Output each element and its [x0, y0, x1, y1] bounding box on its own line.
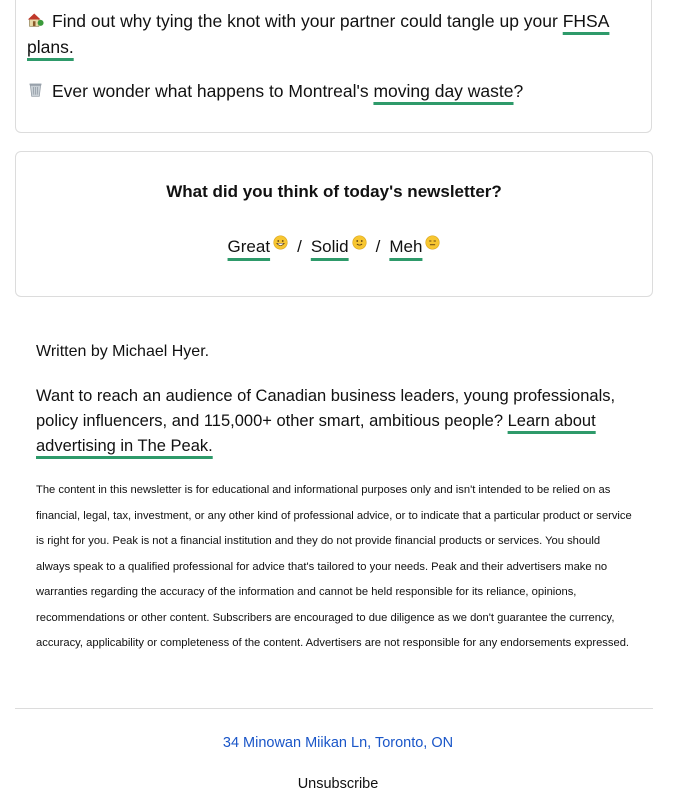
fhsa-plans-link[interactable]: FHSA plans.	[27, 11, 610, 57]
item-text: Find out why tying the knot with your partner could tangle up your	[52, 11, 563, 31]
feedback-options	[16, 234, 652, 260]
advertising-paragraph	[36, 384, 626, 459]
footer-divider	[15, 708, 653, 709]
feedback-solid-label: Solid	[310, 237, 349, 256]
feedback-meh-label: Meh	[389, 237, 423, 256]
list-item	[27, 8, 631, 60]
expressionless-face-icon	[425, 235, 440, 250]
top-story-card	[15, 0, 652, 133]
feedback-great-link[interactable]	[228, 237, 289, 256]
house-icon	[27, 11, 44, 28]
address-link[interactable]: 34 Minowan Miikan Ln, Toronto, ON	[222, 735, 454, 751]
unsubscribe-link[interactable]: Unsubscribe	[297, 776, 379, 792]
grinning-face-icon	[273, 235, 288, 250]
feedback-solid-link[interactable]	[311, 237, 367, 256]
list-item	[27, 78, 631, 104]
advertising-link[interactable]: Learn about advertising in The Peak.	[36, 412, 596, 455]
advertising-text: Want to reach an audience of Canadian business leaders, young professionals, policy influencers, and 115,000+ other smart, ambitious people?	[36, 387, 616, 430]
item-text: Ever wonder what happens to Montreal's	[52, 81, 374, 101]
disclaimer-text: The content in this newsletter is for educational and informational purposes only and isn't intended to be relied on as financial, legal, tax, investment, or any other kind of professional advice, or to indicate that a particular product or service is right for you. Peak is not a financial institution and they do not provide financial products or services. You should always speak to a qualified professional for advice that's tailored to your needs. Peak and their advertisers make no warranties regarding the accuracy of the information and cannot be held responsible for its reliance, opinions, recommendations or other content. Subscribers are encouraged to due diligence as we don't guarantee the currency, accuracy, applicability or completeness of the content. Advertisers are not responsible for any endorsements expressed.	[36, 484, 632, 649]
author-credit: Written by Michael Hyer.	[36, 343, 210, 360]
feedback-card	[15, 151, 653, 297]
slightly-smiling-face-icon	[352, 235, 367, 250]
separator: /	[297, 237, 302, 256]
feedback-meh-link[interactable]	[389, 237, 440, 256]
wastebasket-icon	[27, 81, 44, 98]
moving-day-waste-link[interactable]: moving day waste	[373, 81, 514, 101]
item-text-end: ?	[513, 81, 524, 101]
feedback-great-label: Great	[227, 237, 271, 256]
feedback-title: What did you think of today's newsletter?	[166, 182, 502, 201]
separator: /	[375, 237, 381, 256]
